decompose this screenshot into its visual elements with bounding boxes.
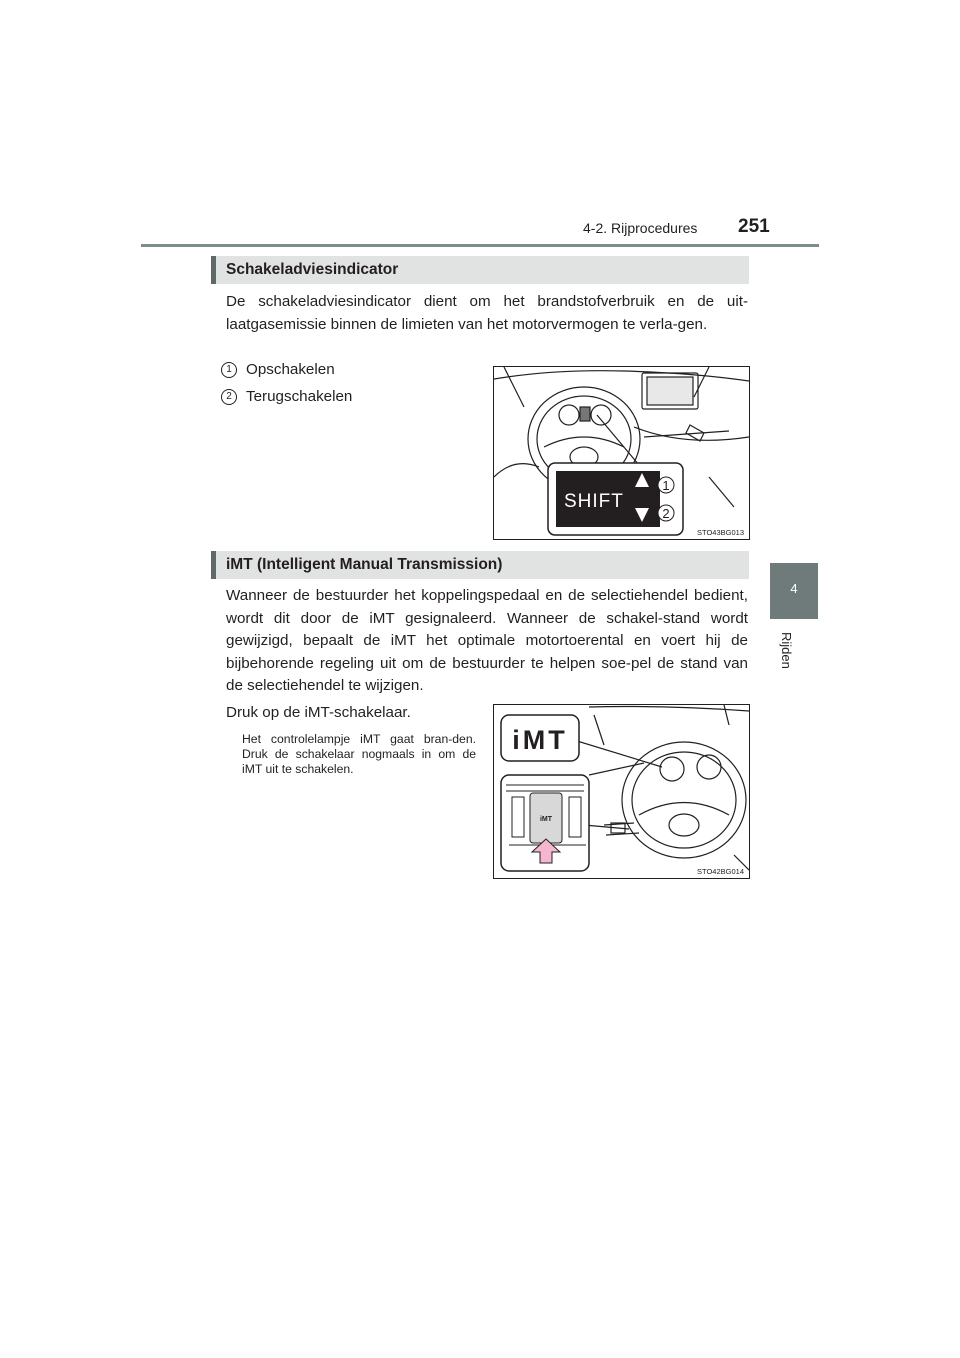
- section-body: De schakeladviesindicator dient om het brandstofverbruik en de uit-laatgasemissie binnen de limieten van het motorvermogen te verla-gen.: [226, 293, 748, 333]
- item-number-circle: 1: [221, 362, 237, 378]
- section-heading-shift-indicator: [211, 256, 749, 284]
- section-body: Wanneer de bestuurder het koppelingspedaal en de selectiehendel bedient, wordt dit door de iMT gesignaleerd. Wanneer de schakel-stand wordt gewijzigd, bepaalt de iMT het optimale motortoerental en voert hij de bijbehorende regeling uit om de bestuurder te helpen soe-pel de stand van de selectiehendel te wijzigen.: [226, 587, 748, 694]
- section-title: iMT (Intelligent Manual Transmission): [226, 556, 503, 573]
- list-item-downshift: [221, 388, 352, 405]
- imt-switch-label: iMT: [539, 816, 553, 823]
- section-accent: [211, 256, 216, 284]
- header-rule: [141, 244, 819, 247]
- callout-1: 1: [662, 478, 670, 493]
- shift-display-text: SHIFT: [564, 491, 624, 512]
- list-item-upshift: [221, 361, 335, 378]
- chapter-number: 4: [790, 581, 798, 596]
- page-number: 251: [738, 216, 770, 237]
- section-title: Schakeladviesindicator: [226, 261, 399, 278]
- figure-code: STO42BG014: [697, 867, 744, 876]
- imt-indicator-text: iMT: [512, 725, 568, 755]
- item-number-circle: 2: [221, 389, 237, 405]
- instruction: Druk op de iMT-schakelaar.: [226, 704, 411, 721]
- figure-shift-indicator: [493, 366, 750, 540]
- section-heading-imt: [211, 551, 749, 579]
- dashboard-illustration: [494, 367, 749, 539]
- running-header-section: 4-2. Rijprocedures: [583, 220, 698, 236]
- instruction-note: Het controlelampje iMT gaat bran-den. Druk de schakelaar nogmaals in om de iMT uit te schakelen.: [242, 732, 476, 776]
- callout-2: 2: [662, 506, 670, 521]
- figure-imt-switch: [493, 704, 750, 879]
- item-label: Opschakelen: [246, 361, 335, 378]
- item-label: Terugschakelen: [246, 388, 353, 405]
- chapter-tab: [770, 563, 818, 619]
- chapter-title: Rijden: [779, 632, 794, 669]
- figure-code: STO43BG013: [697, 528, 744, 537]
- section-accent: [211, 551, 216, 579]
- imt-illustration: [494, 705, 749, 878]
